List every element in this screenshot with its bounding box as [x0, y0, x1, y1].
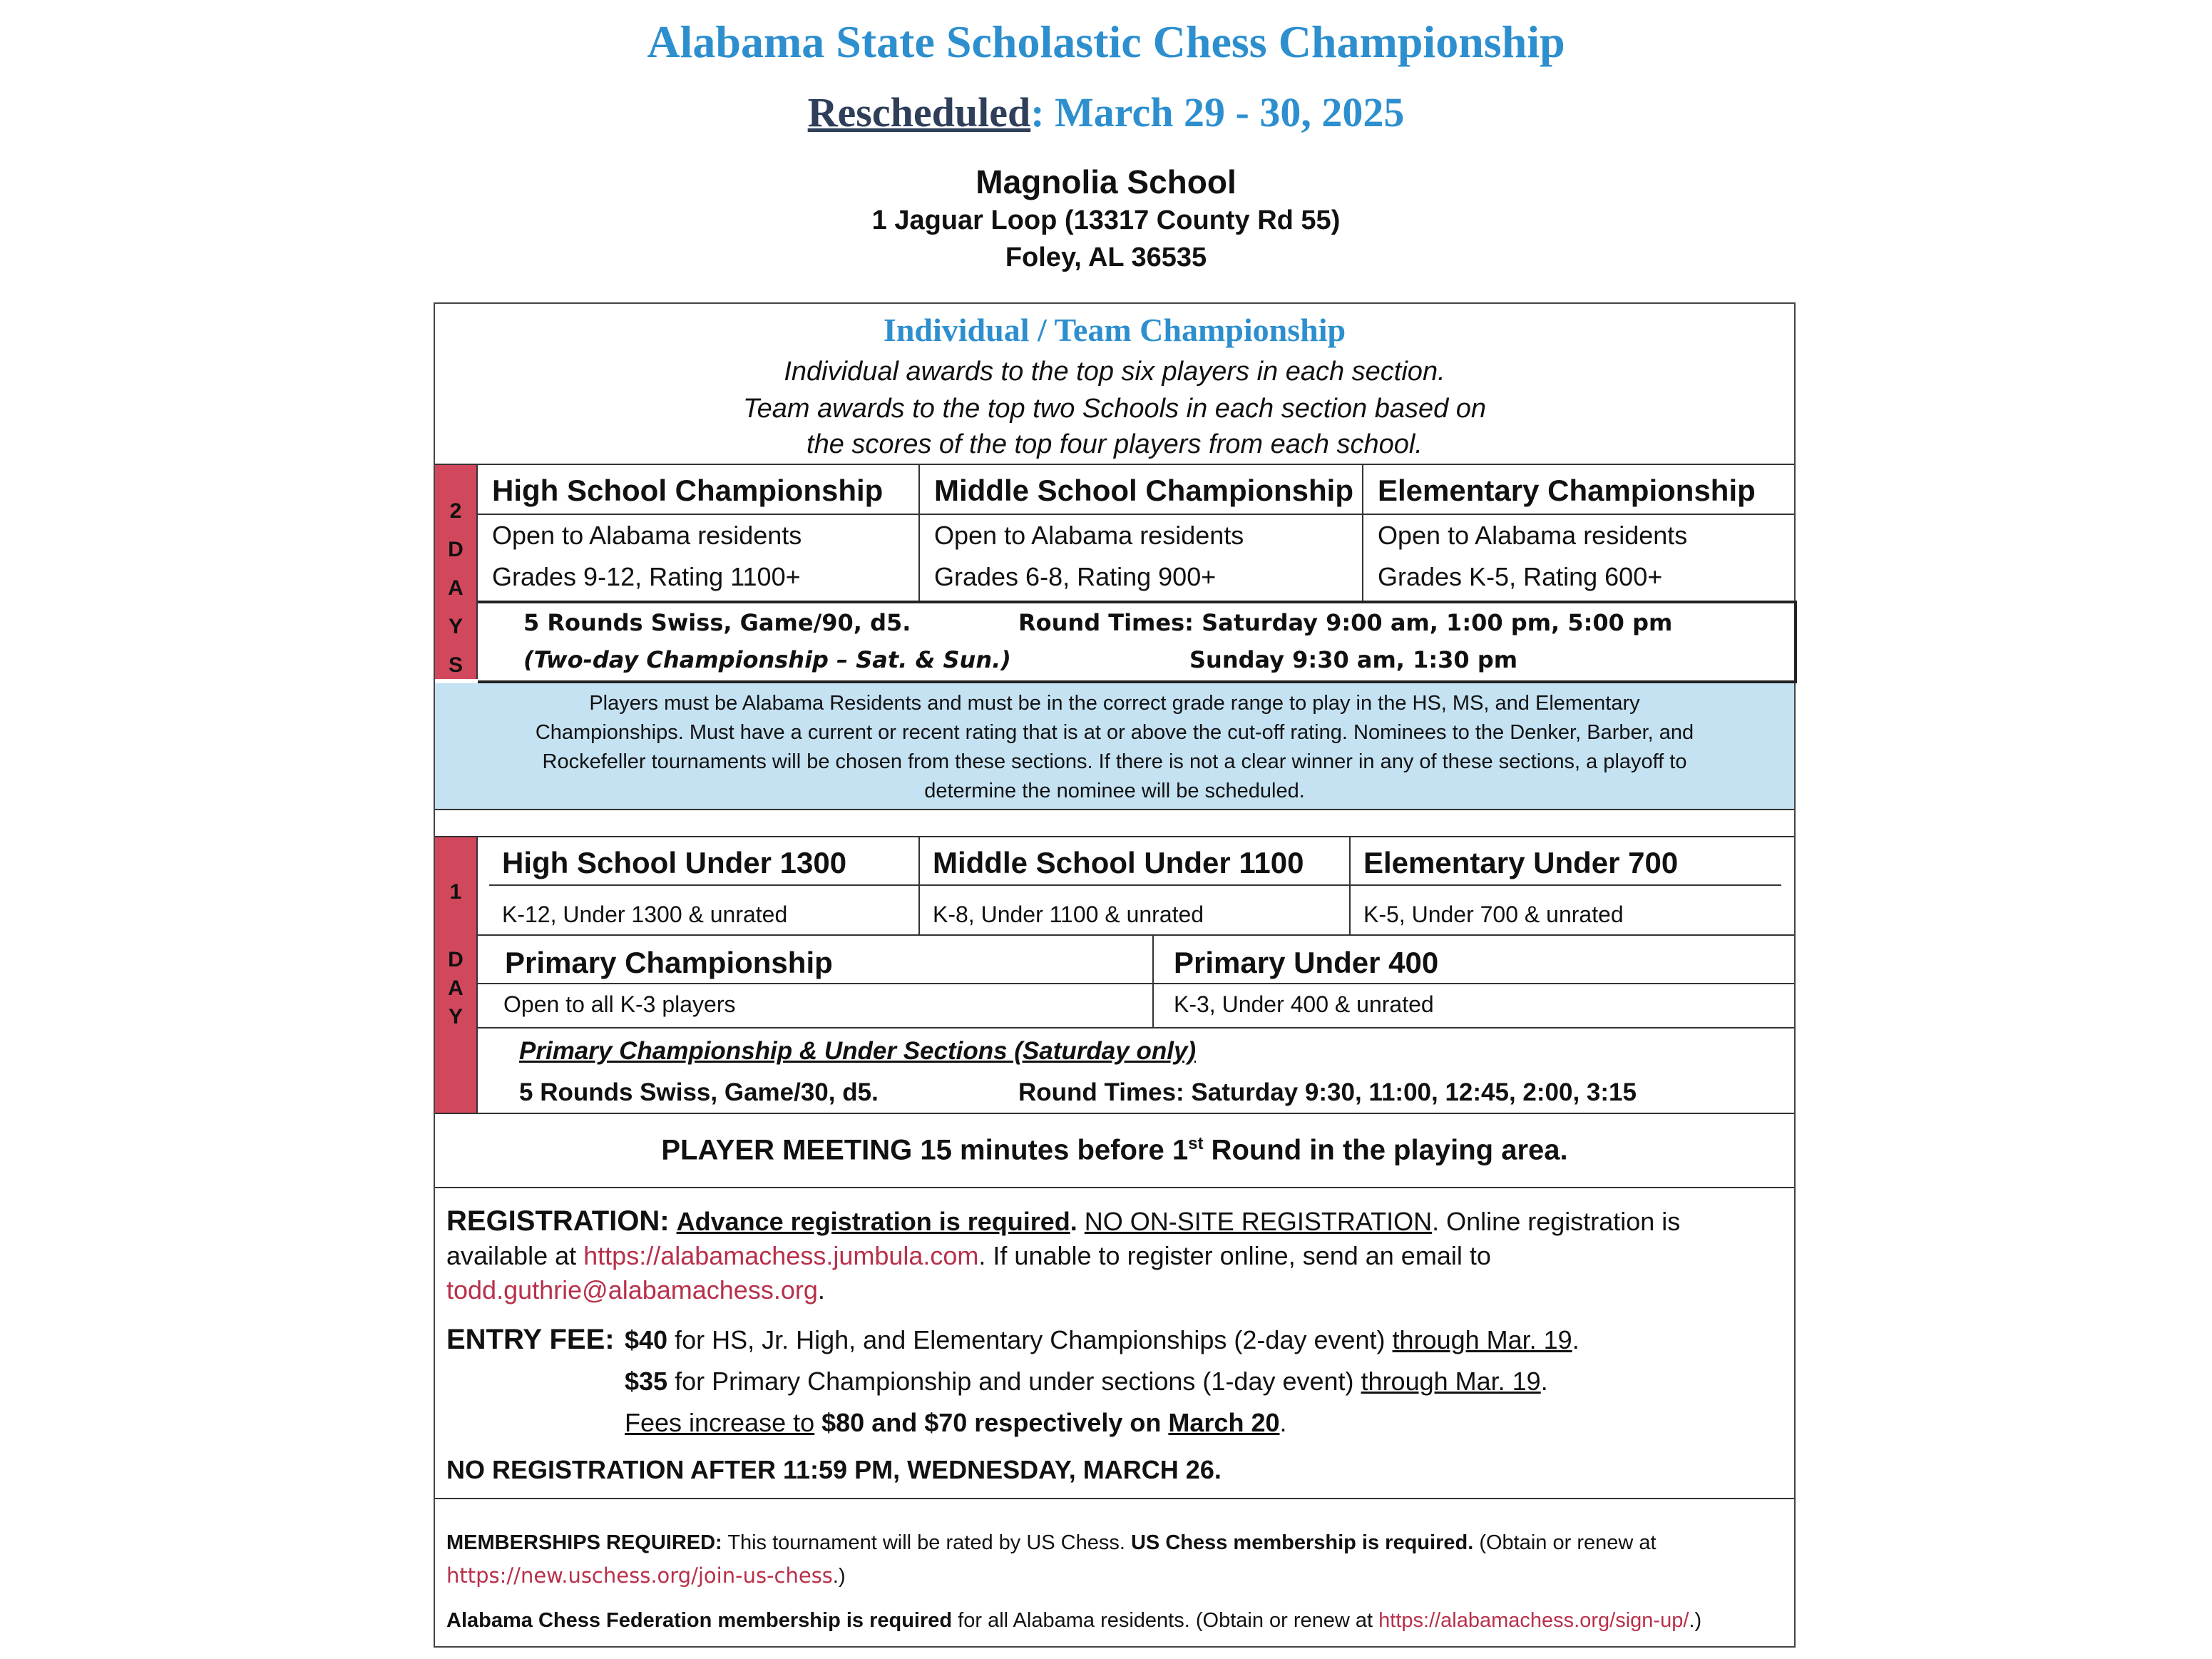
registration-label: REGISTRATION:: [446, 1205, 670, 1237]
one-day-side-bar: [435, 837, 476, 1113]
section-ms-championship-line2: Grades 6-8, Rating 900+: [934, 562, 1217, 591]
registration-unable-text: . If unable to register online, send an email to: [978, 1241, 1491, 1270]
section-primary-u400-line1: K-3, Under 400 & unrated: [1174, 991, 1434, 1017]
player-meeting-sup: st: [1188, 1134, 1204, 1153]
eligibility-note-line: determine the nominee will be scheduled.: [924, 780, 1305, 802]
registration-link[interactable]: https://alabamachess.jumbula.com: [583, 1241, 979, 1270]
fee2-amount: $35: [625, 1367, 668, 1396]
player-meeting: [435, 1134, 1794, 1166]
fee-increase-date: March 20: [1168, 1408, 1280, 1437]
registration-online-text: . Online registration is: [1432, 1207, 1681, 1236]
side-label-char: D: [448, 538, 464, 561]
section-ms-u1100-line1: K-8, Under 1100 & unrated: [933, 902, 1204, 927]
side-label-char: Y: [448, 1005, 463, 1028]
section-hs-u1300-line1: K-12, Under 1300 & unrated: [502, 902, 788, 927]
section-primary-u400-title: Primary Under 400: [1174, 946, 1439, 979]
acf-membership-end: .): [1689, 1609, 1702, 1632]
venue-address-1: 1 Jaguar Loop (13317 County Rd 55): [871, 205, 1341, 235]
section-ms-championship-title: Middle School Championship: [934, 474, 1353, 507]
intro-line-2: Team awards to the top two Schools in each section based on: [742, 394, 1487, 424]
eligibility-note-line: Championships. Must have a current or recent rating that is at or above the cut-off rating. Nominees to the Denker, Barber, and: [535, 721, 1694, 744]
fee1-text: for HS, Jr. High, and Elementary Championships (2-day event): [667, 1325, 1393, 1354]
fee-increase-text: $80 and $70 respectively on: [814, 1408, 1169, 1437]
fee1-through: through Mar. 19: [1392, 1325, 1572, 1354]
fee-increase-label: Fees increase to: [625, 1408, 815, 1437]
memberships-text-3: .): [832, 1565, 846, 1588]
registration-dot: .: [1070, 1207, 1077, 1236]
uschess-link[interactable]: https://new.uschess.org/join-us-chess: [446, 1563, 833, 1588]
intro-title: Individual / Team Championship: [883, 312, 1346, 348]
two-day-side-bar: [435, 465, 476, 679]
reschedule-line: [0, 88, 2212, 136]
two-day-side-label: [435, 492, 476, 685]
page-title: Alabama State Scholastic Chess Championship: [647, 16, 1565, 67]
one-day-side-label: [435, 946, 476, 1031]
player-meeting-text-end: Round in the playing area.: [1203, 1134, 1568, 1166]
side-label-char: 2: [449, 499, 462, 523]
side-label-char: Y: [448, 615, 463, 638]
registration-block: [446, 1204, 1787, 1307]
section-elem-u700-title: Elementary Under 700: [1363, 846, 1679, 879]
intro-line-3: the scores of the top four players from each school.: [807, 429, 1423, 459]
memberships-label: MEMBERSHIPS REQUIRED:: [446, 1531, 722, 1554]
two-day-round-times-sun: Sunday 9:30 am, 1:30 pm: [1189, 646, 1518, 673]
section-elem-championship-title: Elementary Championship: [1378, 474, 1756, 507]
primary-format-heading: Primary Championship & Under Sections (Saturday only): [519, 1037, 1197, 1065]
two-day-format: 5 Rounds Swiss, Game/90, d5.: [523, 609, 911, 636]
side-label-char: A: [448, 976, 464, 1000]
one-day-side-number: 1: [449, 880, 462, 904]
section-hs-u1300-title: High School Under 1300: [502, 846, 847, 879]
entry-fee-line-2: $35 for Primary Championship and under sections (1-day event) through Mar. 19.: [625, 1367, 1548, 1396]
reschedule-label: Rescheduled: [807, 89, 1031, 136]
registration-email-link[interactable]: todd.guthrie@alabamachess.org: [446, 1275, 818, 1305]
eligibility-note-line: Rockefeller tournaments will be chosen from these sections. If there is not a clear winner in any of these sections, a playoff to: [542, 750, 1687, 773]
fee1-amount: $40: [625, 1325, 668, 1354]
acf-membership-text: for all Alabama residents. (Obtain or renew at: [952, 1609, 1379, 1632]
section-primary-championship-title: Primary Championship: [505, 946, 833, 979]
memberships-required: US Chess membership is required.: [1130, 1531, 1474, 1554]
section-hs-championship-title: High School Championship: [492, 474, 884, 507]
entry-fee-label: ENTRY FEE:: [446, 1324, 615, 1355]
eligibility-note: [435, 683, 1794, 809]
one-day-round-times: Round Times: Saturday 9:30, 11:00, 12:45, 2:00, 3:15: [1018, 1078, 1637, 1106]
side-label-char: A: [448, 576, 464, 600]
section-elem-championship-line1: Open to Alabama residents: [1378, 521, 1688, 550]
one-day-format: 5 Rounds Swiss, Game/30, d5.: [519, 1078, 879, 1106]
player-meeting-text: PLAYER MEETING 15 minutes before 1: [661, 1134, 1189, 1166]
entry-fee-line-1: $40 for HS, Jr. High, and Elementary Championships (2-day event) through Mar. 19.: [625, 1325, 1579, 1354]
section-elem-u700-line1: K-5, Under 700 & unrated: [1363, 902, 1624, 927]
registration-end: .: [817, 1275, 825, 1305]
fee2-text: for Primary Championship and under sections (1-day event): [667, 1367, 1361, 1396]
acf-membership-label: Alabama Chess Federation membership is required: [446, 1609, 953, 1632]
section-elem-championship-line2: Grades K-5, Rating 600+: [1378, 562, 1663, 591]
entry-fee-increase: Fees increase to $80 and $70 respectively on March 20.: [625, 1408, 1287, 1437]
memberships-block: [446, 1526, 1787, 1637]
section-ms-u1100-title: Middle School Under 1100: [933, 846, 1304, 879]
memberships-text-2: (Obtain or renew at: [1473, 1531, 1657, 1554]
venue-address-2: Foley, AL 36535: [1005, 243, 1207, 272]
memberships-text: This tournament will be rated by US Chess.: [722, 1531, 1131, 1554]
two-day-round-times-sat: Round Times: Saturday 9:00 am, 1:00 pm, 5:00 pm: [1018, 609, 1673, 636]
side-label-char: D: [448, 948, 464, 971]
intro-line-1: Individual awards to the top six players in each section.: [784, 357, 1445, 387]
registration-advance: Advance registration is required: [676, 1207, 1070, 1236]
two-day-format-note: (Two-day Championship – Sat. & Sun.): [523, 646, 1011, 673]
registration-no-onsite: NO ON-SITE REGISTRATION: [1084, 1207, 1433, 1236]
section-ms-championship-line1: Open to Alabama residents: [934, 521, 1244, 550]
acf-signup-link[interactable]: https://alabamachess.org/sign-up/: [1378, 1609, 1689, 1632]
section-primary-championship-line1: Open to all K-3 players: [503, 991, 736, 1017]
registration-available-at: available at: [446, 1241, 584, 1270]
section-hs-championship-line2: Grades 9-12, Rating 1100+: [492, 562, 801, 591]
reschedule-date: : March 29 - 30, 2025: [1030, 89, 1405, 136]
fee2-through: through Mar. 19: [1361, 1367, 1541, 1396]
section-hs-championship-line1: Open to Alabama residents: [492, 521, 802, 550]
venue-name: Magnolia School: [976, 163, 1236, 200]
eligibility-note-line: Players must be Alabama Residents and must be in the correct grade range to play in the HS, MS, and Elementary: [589, 692, 1640, 715]
side-label-char: S: [448, 653, 463, 677]
registration-deadline: NO REGISTRATION AFTER 11:59 PM, WEDNESDAY, MARCH 26.: [446, 1455, 1222, 1484]
